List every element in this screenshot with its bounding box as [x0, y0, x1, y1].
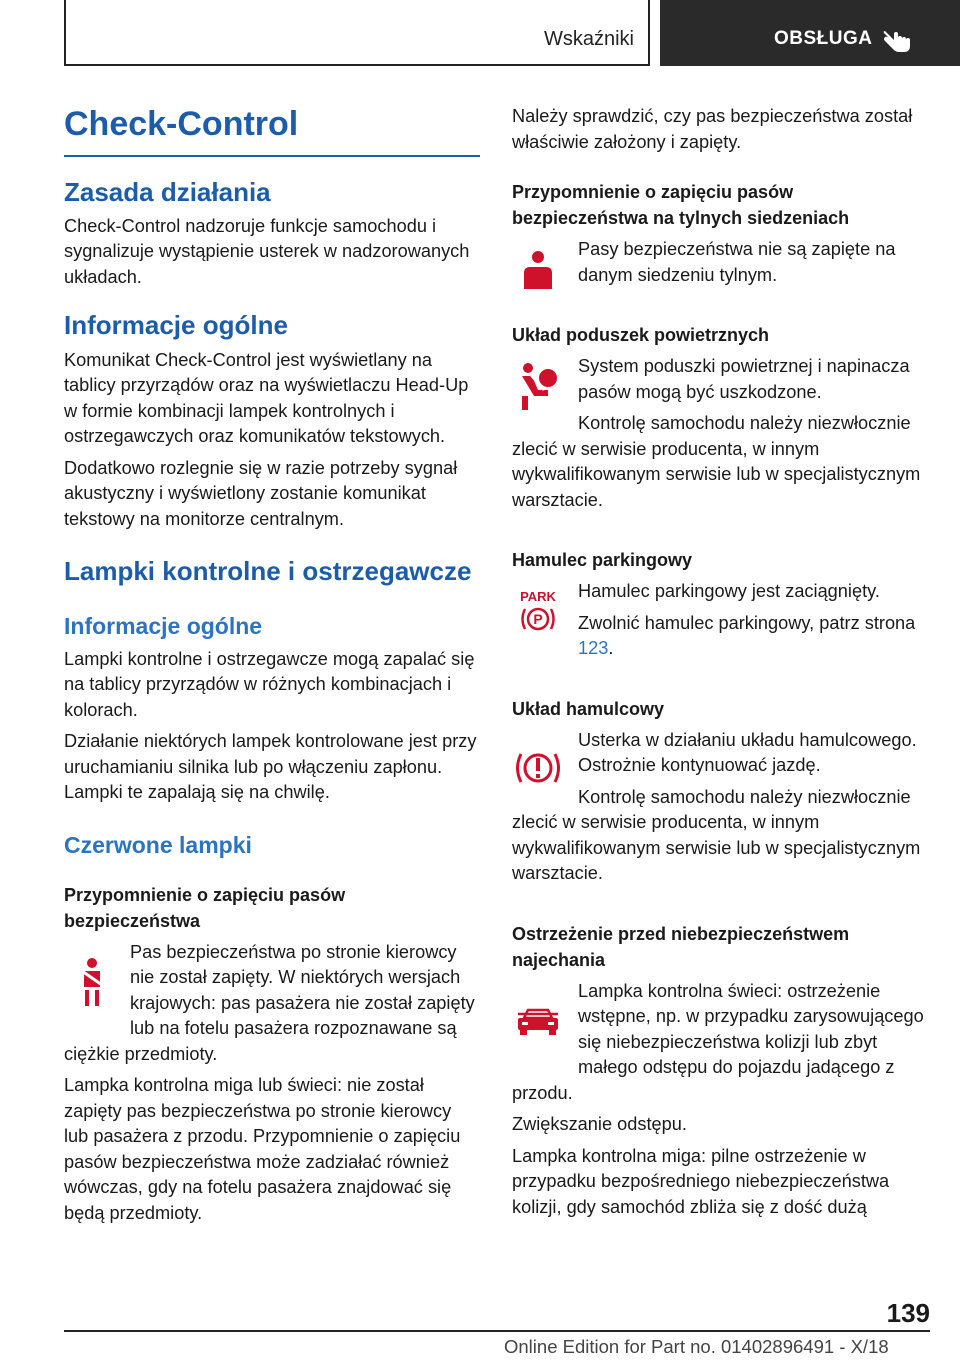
- rear-seat-occupant-icon: [512, 247, 564, 299]
- lamp-brake-system: [512, 728, 930, 779]
- header-section-label: Wskaźniki: [543, 28, 634, 50]
- heading-hamulec: Hamulec parkingowy: [512, 550, 693, 570]
- paragraph-pasy-2: Lampka kontrolna miga lub świeci: nie został zapięty pas bezpieczeństwa po stronie kierowcy lub pasażera z przodu. Przypomnienie o zapięciu pasów bezpieczeństwa może zadziałać również wówczas, gdy na fotelu pasażera znajdować się będą przedmioty.: [64, 1075, 461, 1223]
- heading-zasada: Zasada działania: [64, 176, 271, 207]
- heading-airbag: Układ poduszek powietrznych: [512, 325, 770, 345]
- hamulec-ref-suffix: .: [608, 638, 614, 658]
- footer-edition: Online Edition for Part no. 01402896491 - X/18: [504, 1336, 889, 1357]
- lamp-rear-seatbelt: [512, 237, 930, 288]
- title-divider: [64, 155, 480, 157]
- paragraph-airbag-2: Kontrolę samochodu należy niezwłocznie zlecić w serwisie producenta, w innym wykwalifikowanym serwisie lub w specjalistycznym warsztacie.: [512, 413, 921, 510]
- paragraph-hamulec: Hamulec parkingowy jest zaciągnięty.: [578, 581, 880, 601]
- header-section-box: [64, 0, 650, 66]
- paragraph-info-2: Dodatkowo rozlegnie się w razie potrzeby sygnał akustyczny i wyświetlony zostanie komunikat tekstowy na monitorze centralnym.: [64, 457, 458, 529]
- heading-hamulcowy: Układ hamulcowy: [512, 698, 665, 719]
- heading-tylne: Przypomnienie o zapięciu pasów bezpieczeństwa na tylnych siedzeniach: [512, 182, 850, 228]
- paragraph-kolizja-3: Lampka kontrolna miga: pilne ostrzeżenie w przypadku bezpośredniego niebezpieczeństwa kolizji, gdy samochód zbliża się z dość dużą: [512, 1145, 890, 1217]
- paragraph-lampki-2: Działanie niektórych lampek kontrolowane jest przy uruchamianiu silnika lub po włączeniu zapłonu. Lampki te zapalają się na chwilę.: [64, 731, 477, 803]
- paragraph-lampki-1: Lampki kontrolne i ostrzegawcze mogą zapalać się na tablicy przyrządów w różnych kombinacjach i kolorach.: [64, 648, 475, 720]
- lamp-parking-brake: [512, 579, 930, 662]
- page-number: 139: [886, 1298, 930, 1328]
- paragraph-hamulcowy: Usterka w działaniu układu hamulcowego. Ostrożnie kontynuować jazdę.: [578, 729, 917, 775]
- paragraph-pasy: [64, 940, 480, 1068]
- header-tab-label: OBSŁUGA: [774, 28, 873, 49]
- footer-divider: [64, 1330, 930, 1332]
- paragraph-hamulcowy-2: Kontrolę samochodu należy niezwłocznie zlecić w serwisie producenta, w innym wykwalifikowanym serwisie lub w specjalistycznym warsztacie.: [512, 786, 921, 883]
- hamulec-ref-prefix: Zwolnić hamulec parkingowy, patrz strona: [578, 612, 916, 633]
- paragraph-info-1: Komunikat Check-Control jest wyświetlany na tablicy przyrządów oraz na wyświetlaczu Head-Up w formie kombinacji lampek kontrolnych i ostrzegawczych oraz komunikatów tekstowych.: [64, 349, 469, 447]
- seatbelt-warning-icon: [64, 944, 116, 1018]
- right-column: [512, 104, 930, 1220]
- heading-lampki: Lampki kontrolne i ostrzegawcze: [64, 556, 472, 587]
- paragraph-hamulec-2: [578, 611, 930, 662]
- heading-pasy: Przypomnienie o zapięciu pasów bezpieczeństwa: [64, 884, 346, 931]
- paragraph-kolizja-text: Lampka kontrolna świeci: ostrzeżenie wstępne, np. w przypadku zarysowującego się niebezpieczeństwa kolizji lub zbyt małego odstępu do pojazdu jadącego z przodu.: [512, 980, 924, 1103]
- paragraph-zasada: Check-Control nadzoruje funkcje samochodu i sygnalizuje wystąpienie usterek w nadzorowanych układach.: [64, 215, 470, 287]
- collision-warning-car-icon: [512, 983, 564, 1057]
- paragraph-airbag: System poduszki powietrznej i napinacza pasów mogą być uszkodzone.: [578, 356, 910, 402]
- hand-pointer-icon: [882, 25, 912, 53]
- page-ref-link[interactable]: 123: [578, 638, 609, 658]
- airbag-warning-icon: [512, 360, 564, 412]
- parking-brake-icon: [512, 587, 564, 639]
- paragraph-pasy-text: Pas bezpieczeństwa po stronie kierowcy nie został zapięty. W niektórych wersjach krajowych: pas pasażera nie został zapięty lub na fotelu pasażera rozpoznawane są ciężkie przedmioty.: [64, 941, 475, 1064]
- paragraph-kolizja: [512, 979, 930, 1107]
- heading-lampki-info: Informacje ogólne: [64, 613, 263, 640]
- lamp-collision: [512, 979, 930, 1107]
- page-title: Check-Control: [64, 105, 299, 143]
- paragraph-kolizja-2: Zwiększanie odstępu.: [512, 1114, 687, 1134]
- paragraph-tylne: Pasy bezpieczeństwa nie są zapięte na danym siedzeniu tylnym.: [578, 239, 896, 285]
- header-chapter-tab[interactable]: [660, 0, 960, 66]
- heading-informacje: Informacje ogólne: [64, 310, 288, 341]
- heading-kolizja: Ostrzeżenie przed niebezpieczeństwem najechania: [512, 923, 850, 970]
- heading-czerwone: Czerwone lampki: [64, 831, 252, 858]
- park-icon-label: PARK: [520, 589, 556, 604]
- lamp-airbag: [512, 354, 930, 405]
- lamp-seatbelt: [64, 940, 480, 1068]
- brake-warning-icon: [512, 742, 564, 794]
- paragraph-intro: Należy sprawdzić, czy pas bezpieczeństwa został właściwie założony i zapięty.: [512, 106, 913, 152]
- svg-text:P: P: [533, 611, 543, 627]
- left-column: [64, 98, 480, 1226]
